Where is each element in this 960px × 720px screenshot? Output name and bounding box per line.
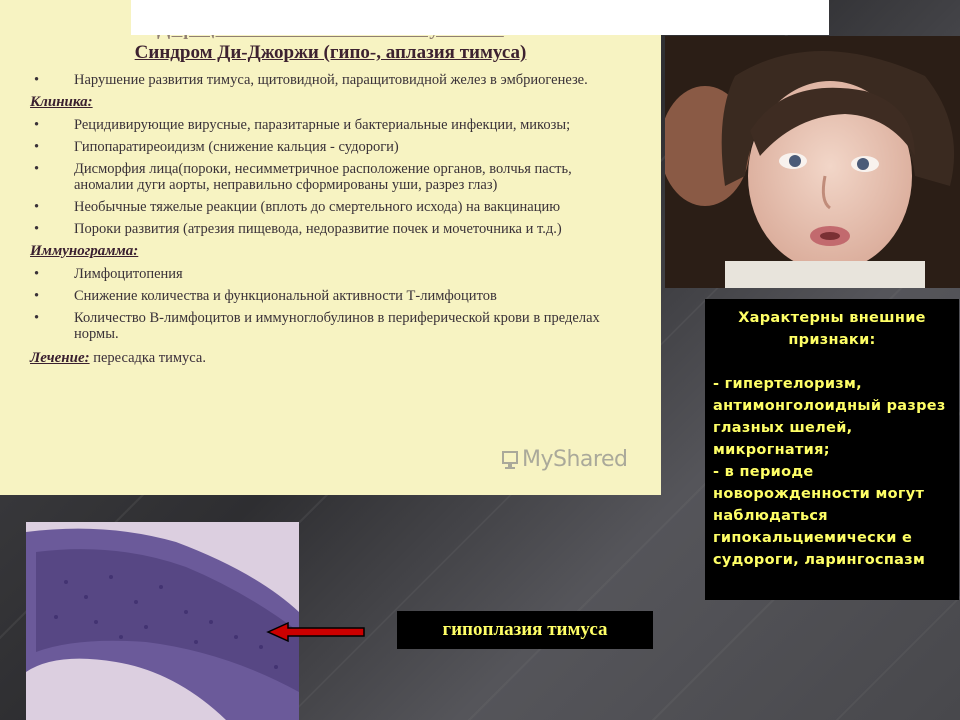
info-box bbox=[705, 299, 959, 600]
watermark-icon bbox=[502, 448, 518, 470]
list-item: • Снижение количества и функциональной активности Т-лимфоцитов bbox=[30, 288, 631, 304]
list-item: • Количество В-лимфоцитов и иммуноглобулинов в периферической крови в пределах нормы. bbox=[30, 310, 631, 342]
info-heading: Характерны внешние признаки: bbox=[738, 310, 926, 348]
list-item: • Необычные тяжелые реакции (вплоть до смертельного исхода) на вакцинацию bbox=[30, 199, 631, 215]
document-panel bbox=[0, 0, 661, 495]
caption-box bbox=[397, 611, 653, 649]
watermark bbox=[502, 447, 627, 472]
watermark-text: MyShared bbox=[522, 447, 628, 472]
list-item: • Гипопаратиреоидизм (снижение кальция - судороги) bbox=[30, 139, 631, 155]
child-face-illustration bbox=[665, 36, 960, 288]
list-item: • Лимфоцитопения bbox=[30, 266, 631, 282]
treatment-line bbox=[30, 350, 631, 367]
list-item: • Дисморфия лица(пороки, несимметричное расположение органов, волчья пасть, аномалии дуги аорты, неправильно сформированы уши, разрез глаз) bbox=[30, 161, 631, 193]
list-item: • Рецидивирующие вирусные, паразитарные и бактериальные инфекции, микозы; bbox=[30, 117, 631, 133]
treatment-text: пересадка тимуса. bbox=[93, 350, 206, 366]
pointer-arrow-icon bbox=[266, 621, 366, 643]
immunogram-list bbox=[30, 266, 631, 342]
document-title-line2: Синдром Ди-Джоржи (гипо-, аплазия тимуса) bbox=[134, 42, 527, 63]
clinic-list bbox=[30, 117, 631, 237]
title-cover-band bbox=[131, 0, 829, 35]
histology-illustration bbox=[26, 522, 299, 720]
list-item: • Пороки развития (атрезия пищевода, недоразвитие почек и мочеточника и т.д.) bbox=[30, 221, 631, 237]
info-body: - гипертелоризм, антимонголоидный разрез глазных шелей, микрогнатия; - в периоде новорожденности могут наблюдаться гипокальциемически е судороги, ларингоспазм bbox=[713, 376, 946, 568]
caption-text: гипоплазия тимуса bbox=[442, 619, 608, 640]
clinic-heading: Клиника: bbox=[30, 94, 93, 110]
histology-image bbox=[26, 522, 299, 720]
treatment-heading: Лечение: bbox=[30, 350, 90, 366]
list-item: • Нарушение развития тимуса, щитовидной, паращитовидной желез в эмбриогенезе. bbox=[30, 72, 631, 88]
immunogram-heading: Иммунограмма: bbox=[30, 243, 139, 259]
child-photo bbox=[665, 36, 960, 288]
intro-list bbox=[30, 72, 631, 88]
